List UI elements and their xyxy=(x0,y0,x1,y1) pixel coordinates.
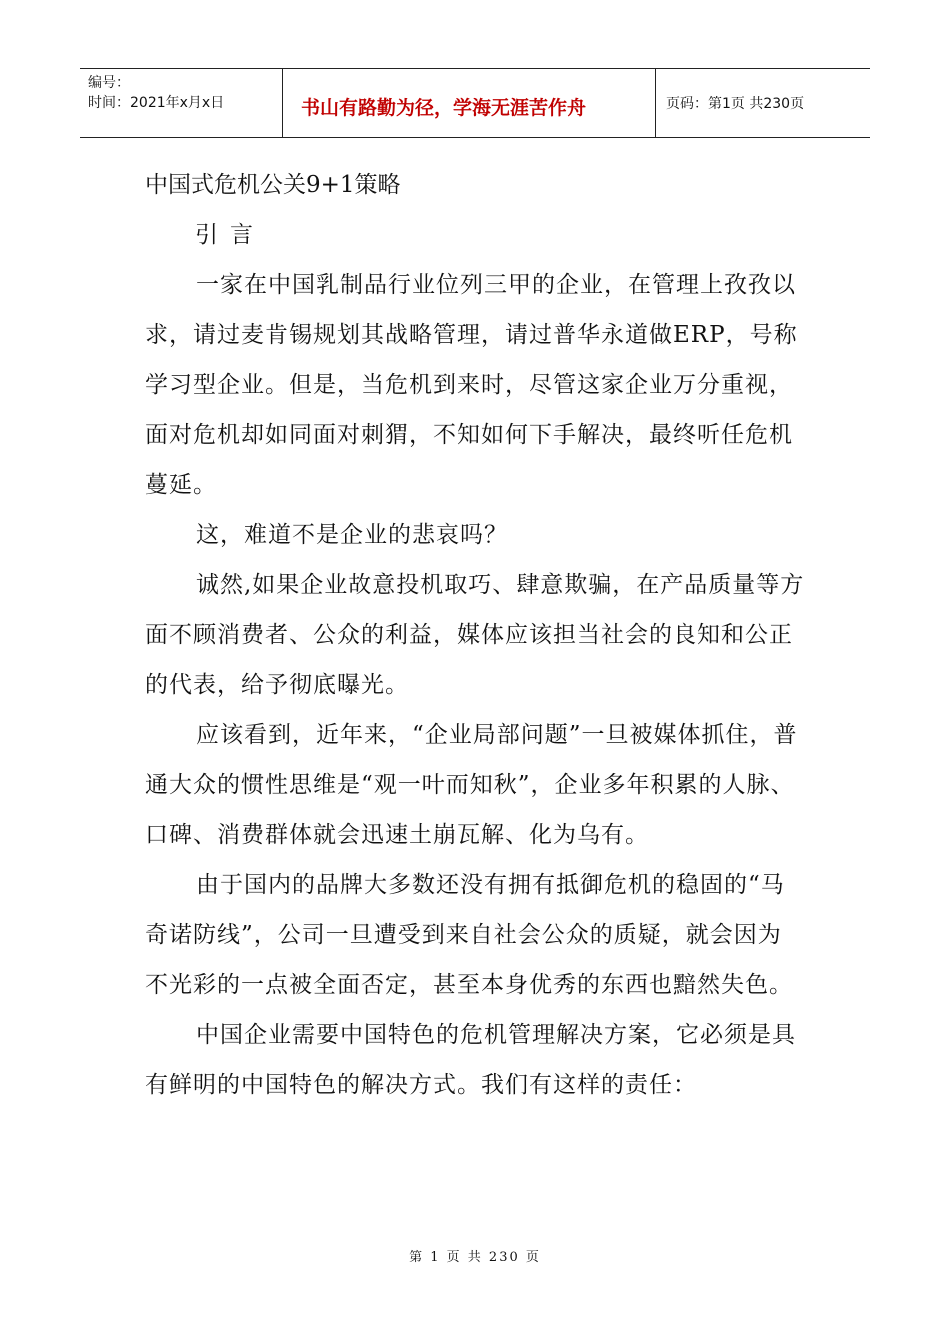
page-footer: 第 1 页 共 230 页 xyxy=(409,1250,541,1265)
paragraph: 诚然,如果企业故意投机取巧、肆意欺骗，在产品质量等方面不顾消费者、公众的利益，媒体应该担当社会的良知和公正的代表，给予彻底曝光。 xyxy=(145,572,805,698)
header-meta xyxy=(80,69,283,137)
header-motto: 书山有路勤为径，学海无涯苦作舟 xyxy=(283,69,656,137)
paragraph: 这，难道不是企业的悲哀吗？ xyxy=(196,522,508,548)
document-date-label: 时间：2021年x月x日 xyxy=(88,95,225,111)
document-body xyxy=(145,160,805,1110)
document-title: 中国式危机公关9+1策略 xyxy=(145,172,401,198)
document-number-label: 编号： xyxy=(88,75,130,91)
section-heading: 引言 xyxy=(195,222,265,248)
paragraph: 由于国内的品牌大多数还没有拥有抵御危机的稳固的“马奇诺防线”，公司一旦遭受到来自社会公众的质疑，就会因为不光彩的一点被全面否定，甚至本身优秀的东西也黯然失色。 xyxy=(145,872,793,998)
header-page-info: 页码：第1页 共230页 xyxy=(666,96,805,112)
paragraph: 一家在中国乳制品行业位列三甲的企业，在管理上孜孜以求，请过麦肯锡规划其战略管理，请过普华永道做ERP，号称学习型企业。但是，当危机到来时，尽管这家企业万分重视，面对危机却如同面对刺猬，不知如何下手解决，最终听任危机蔓延。 xyxy=(145,272,798,498)
paragraph: 中国企业需要中国特色的危机管理解决方案，它必须是具有鲜明的中国特色的解决方式。我们有这样的责任： xyxy=(145,1022,796,1098)
paragraph: 应该看到，近年来，“企业局部问题”一旦被媒体抓住，普通大众的惯性思维是“观一叶而知秋”，企业多年积累的人脉、口碑、消费群体就会迅速土崩瓦解、化为乌有。 xyxy=(145,722,798,848)
page-header xyxy=(80,68,870,138)
